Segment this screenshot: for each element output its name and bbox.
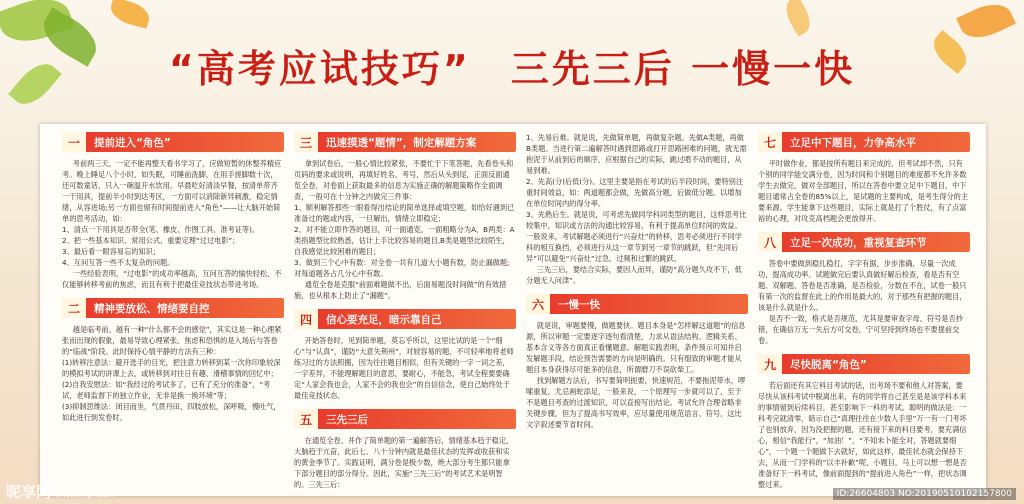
paragraph: 找到解题方法后，书写要简明扼要，快速规范，不要拖泥带水，啰嗦重复，尤忌画蛇添足，一般来说，一个原理写一步就可以了，至于不是题目考查的过渡知识，可以直接写出结论。考试允许合理省略非关键步骤，但为了提高书写效率，应尽量使用规范语言、符号，这比文字叙述要节省时间。 (526, 376, 746, 429)
paragraph: 拿到试卷后，一般心情比较紧张，不要忙于下笔答题，先看卷头和页码的要求或说明，再填好姓名、考号，然后从头到尾，正面反面通览全卷，对卷面上获取最多的信息为实施正确的解题策略作全面调查，一般可在十分钟之内做完三件事： (294, 159, 514, 201)
paragraph: 是否不一致，格式是否规范，尤其是要审查字母、符号是否抄错，在确信万无一失后方可交卷，宁可坚持到终场也不要提前交卷。 (758, 314, 963, 345)
list-item: (2)自我安慰法：如“我经过的考试多了，已有了充分的准备”，“考试，老师监督下的独立作业，无非是换一换环境”等； (62, 380, 271, 400)
section-header (758, 232, 970, 252)
section-header (62, 132, 284, 152)
section-title: 立足中下题目，力争高水平 (790, 136, 916, 149)
watermark-id: ID:26604803 NO:20190510102157800 (833, 488, 1016, 500)
list-item: 2、先高(分)后低(分)。这里主要是指在考试的后半段时间，要特别注重时间效益，如：两道题都会做，先做高分题，后做低分题。以增加在单位时间内的得分率。 (526, 177, 744, 208)
paragraph: 若后面还有其它科目考试的话，出考场不要和他人对答案，要尽快从该科考试中脱离出来，有的同学将自己甚至是是该学科本来的事情留到后续科目，甚至影响下一科的考试。聪明的做法是：一科考完就清零，暗示自己“真理往往在少数人手里”万一有一门考坏了也别放弃，因为没把握的题，还有接下来的科目要考，要充满信心，相信“我能行”，“加油！”，“不知未卜能全对，答题就要细心”，一个题一个题做下去就好，如此这样，最佳状态就会保持下去，从而一门学科的“以丰补歉”呢，小题目，马上可以想一想是否准备好下一科考试，像前面提到的“提前进入角色”一样，把状态调整过来。 (758, 381, 967, 489)
list-item: 2、对不能立即作答的题目，可一面通览，一面粗略分为A、B两类：A类指题型比较熟悉，估计上手比较容易的题目,B类是题型比较陌生，自我感觉比较困难的题目； (294, 225, 515, 256)
section-title: 立足一次成功，重视复查环节 (790, 236, 927, 249)
paragraph: 开始答卷时，见到简单题，莫忘乎所以，这里比试的是一个“细心”与“认真”，谨防“大意失荆州”，对较容易的题，不可轻率地将老师练习过的方法照搬，因为往往题目相似，但有关键的一字一词之差，一字差异，不能理解题目的意思，要耐心，不能急，考试全程要要确定“人家会我也会，人家不会的我也会”的自信信念，使自己始终处于最佳竞技状态。 (294, 336, 514, 400)
section-header (294, 309, 516, 329)
watermark-logo (6, 481, 114, 502)
column-4 (758, 124, 970, 496)
paragraph: 通览全卷是克服“前面难题做不出，后面易题没时间做”的有效措施，也从根本上防止了“漏题”。 (294, 280, 507, 300)
section-title: 一慢一快 (558, 298, 600, 311)
page-title (0, 38, 1024, 93)
list-item: 2、把一些基本知识、常用公式、重要定理“过过电影”； (62, 236, 240, 245)
column-2 (294, 124, 516, 496)
title-part1: “高考应试技巧” (168, 47, 471, 91)
section-number: 一 (62, 132, 86, 152)
section-title: 信心要充足，暗示靠自己 (326, 313, 442, 326)
paragraph: 一些经验表明，“过电影”的成功率越高，互问互答的愉快轻松，不仅能够转移考前的焦虑，而且有利于把最佳竞技状态带进考场。 (62, 269, 282, 289)
list-item: 1、先易后难。就是说，先做简单题，再做复杂题。先做A类题，再做B类题。当进行第二遍解答时遇到思路或打开思路困难的问题，就无需抱泥于从前到后的顺序，应根据自己的实际，跳过啃不动的题目，从易到难。 (526, 133, 747, 175)
leaf-decoration (780, 0, 815, 37)
list-item: 3、先熟后生。就是说，可考虑先做同学科同类型的题目，这样思考比较集中，知识或方法的沟通比较容易，有利于提高单位时间的效益。一般说来，考试解题必须进行“兴奋灶”的转移，思考必须进行不同学科的相互换挡，必须进行从这一章节到另一章节的跳跃，但“先同后异”可以避免“兴奋灶”过急、过频和过繁的跳跃。 (526, 210, 747, 263)
section-title: 迅速摸透“题情”，制定解题方案 (326, 136, 477, 149)
list-item: 3、做到三个心中有数：对全卷一共有几道大小题有数，防止漏做题;对每道题各占几分心中有数。 (294, 258, 510, 278)
watermark-site: 昵享网 (6, 483, 52, 501)
section-header (758, 132, 970, 152)
paragraph: 考前两三天，一定不能再整天看书学习了，应做短暂的休整养精应考。晚上睡足八个小时，如失眠，可睡前洗脚，在用手搓脚数十次，还可数童话，只入一碗温开水饮用。早晨吃好清淡早餐，按清单带齐一干用具，提前半小时到达考区，一方面可以消除新异刺激，稳定情绪，从容进场;另一方面也留有时间提前进入“角色”——让大脑开始简单的思考活动，如： (62, 159, 282, 223)
list-item: 1、清点一下用具是否带全(笔、橡皮、作图工具、准考证等)。 (62, 225, 260, 234)
section-title: 提前进入“角色” (94, 136, 171, 149)
column-1 (62, 124, 284, 496)
section-title: 尽快脱离“角色” (790, 358, 867, 371)
section-header (294, 132, 516, 152)
paragraph: 平时做作业，都是按所有题目来完成的，但考试却不然，只有个别的同学能交满分卷，因为时间和个别题目的难度都不允许多数学生去做完，做对全部题目，所以在答卷中要立足中下题目，中下题目通常占全卷的85%以上，是试题的主要构成，是考生得分的主要来源。学生能拿下这些题目，实际上就是打了个胜仗，有了点富裕的心理，对攻克高档题会更放得开。 (758, 159, 969, 223)
list-item: 1、顺利解答那些一眼看得出结论的简单选择或填空题，如恰好遇到已准备过的题或内容，一旦解出，情绪立即稳定； (294, 203, 515, 223)
section-title: 精神要放松、情绪要自控 (94, 302, 210, 315)
section-title: 三先三后 (326, 413, 368, 426)
section-number: 八 (758, 232, 782, 252)
section-number: 七 (758, 132, 782, 152)
list-item: (3)抑制思维法：闭目而坐，气贯丹田，四肢放松，深呼吸，慢吐气，如此进行到发卷时。 (62, 402, 281, 422)
section-header (62, 298, 284, 318)
title-part2: 三先三后 一慢一快 (510, 47, 856, 91)
column-3 (526, 124, 748, 496)
watermark-url: www.nipic.cn (55, 490, 115, 500)
section-number: 九 (758, 354, 782, 374)
paragraph: 越是临考前，越有一种“什么都不会的感觉”，其实这是一种心理紧张而出现的假象，最易导致心理紧张、焦虑和恐惧的是入场后与答卷的“临战”阶段。此时保持心情平静的方法有三种： (62, 325, 282, 356)
list-item: 3、最后看一眼容易忘的知识； (62, 247, 161, 256)
list-item: (1)转移注意法：避开选手的目光，把注意力转移到某一次你印象较深的模拟考试的讲课上去，或转移到对往日有趣、滑稽事情的回忆中； (62, 358, 281, 378)
section-number: 四 (294, 309, 318, 329)
section-number: 五 (294, 409, 318, 429)
section-header (294, 409, 516, 429)
section-number: 二 (62, 298, 86, 318)
paragraph: 就是说，审题要慢，做题要快。题目本身是“怎样解这道题”的信息源，所以审题一定要逐字逐句看清楚，力求从语法结构、逻辑关系、基本含义等各方面真正看懂题意。解题实践表明，条件预示可知并启发解题手段，结论预告需要的方向是明确的。只有细致的审题才能从题目本身获得尽可能多的信息，所谓磨刀不误砍柴工。 (526, 321, 746, 374)
content-board (40, 124, 986, 496)
list-item: 4、互问互答一些不太复杂的问题。 (62, 258, 175, 267)
section-number: 六 (526, 294, 550, 314)
paragraph: 三先三后，要结合实际，要因人而异，谨防“高分题久攻不下，低分题无人问津”。 (526, 265, 742, 285)
section-header (526, 294, 748, 314)
leaf-decoration (108, 0, 152, 29)
section-header (758, 354, 970, 374)
paragraph: 答卷中要做到稳扎稳打，字字有据，步步准确，尽量一次成功，提高成功率。试题做完后要认真做好解后检查，看是否有空题、双解题，答卷是否准确，是否检验，分数在不在，试卷一般只有第一次的监督在此上的作用是最大的，对于那些有把握的题目，该是什么就是什么。 (758, 259, 967, 312)
paragraph: 在通览全卷、并作了简单题的第一遍解答后，情绪基本趋于稳定，大脑趋于亢奋，此后七、八十分钟内就是最佳状态的发挥或收获和实的黄金季节了。实践证明，满分卷是极少数，绝大部分考生都只能拿下部分题目的部分得分。因此，实施“三先三后”的考试艺术是明智的。三先三后： (294, 436, 514, 489)
section-number: 三 (294, 132, 318, 152)
